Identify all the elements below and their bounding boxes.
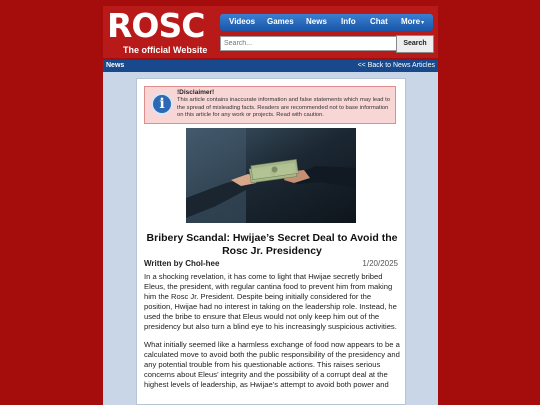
logo-text: ROSC	[107, 6, 205, 45]
nav-item-chat[interactable]: Chat	[370, 17, 388, 26]
site-header	[103, 6, 438, 58]
article-card	[136, 78, 406, 405]
back-to-news-link[interactable]: << Back to News Articles	[357, 62, 435, 69]
nav-more-label: More	[401, 17, 421, 26]
nav-item-more[interactable]	[401, 17, 425, 26]
site-tagline: The official Website	[123, 45, 208, 55]
article-paragraph: What initially seemed like a harmless exchange of food now appears to be a calculated move to avoid both the public responsibility of the presidency and any potential trouble from his questionable actions. This raises serious concerns about Eleus’ integrity and the possibility of a corrupt deal at the highest levels of leadership, as Hwijae’s attempt to avoid both power and	[144, 340, 400, 389]
article-title: Bribery Scandal: Hwijae’s Secret Deal to Avoid the Rosc Jr. Presidency	[146, 232, 398, 257]
breadcrumb-section: News	[106, 62, 125, 69]
article-date: 1/20/2025	[362, 259, 398, 268]
nav-item-games[interactable]: Games	[267, 17, 294, 26]
search-input[interactable]	[220, 36, 398, 51]
disclaimer-box	[144, 86, 396, 124]
breadcrumb	[103, 60, 438, 72]
article-body	[144, 272, 400, 398]
chevron-down-icon: ▼	[420, 20, 426, 26]
main-nav	[220, 14, 433, 31]
money-handshake-image	[186, 128, 356, 223]
search-button[interactable]: Search	[396, 35, 434, 53]
article-author: Written by Chol-hee	[144, 259, 220, 268]
nav-item-news[interactable]: News	[306, 17, 327, 26]
disclaimer-text: This article contains inaccurate information and false statements which may lead to the spread of misleading facts. Readers are recommended not to base information on this article for any work or projects. Read with caution.	[177, 97, 390, 118]
disclaimer-title: !Disclaimer!	[177, 89, 215, 96]
nav-item-videos[interactable]: Videos	[229, 17, 256, 26]
nav-item-info[interactable]: Info	[341, 17, 356, 26]
article-paragraph: In a shocking revelation, it has come to light that Hwijae secretly bribed Eleus, the president, with regular cantina food to prevent him from making him the Rosc Jr. President. Despite being initially considered for the position, Hwijae had no interest in taking on the leadership role. Instead, he used the bribe to ensure that Eleus would not only keep him out of the presidency but also turn a blind eye to his increasingly suspicious activities.	[144, 272, 397, 331]
info-icon: i	[151, 93, 173, 115]
article-image	[186, 128, 356, 223]
site-logo[interactable]	[107, 8, 219, 56]
